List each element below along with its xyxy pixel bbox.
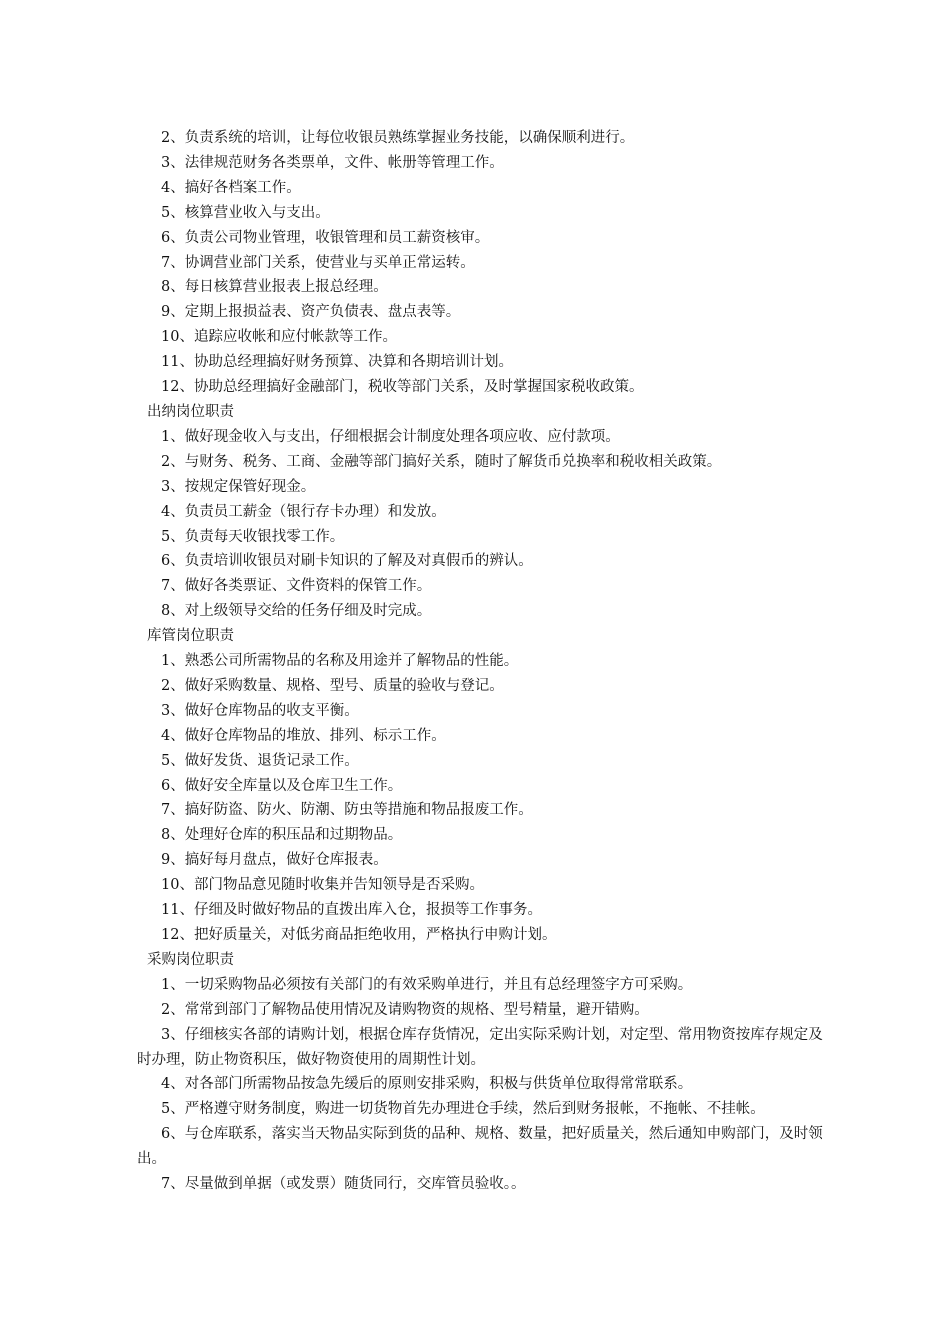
section-heading-cashier: 出纳岗位职责: [147, 403, 234, 420]
list-item: 6、做好安全库量以及仓库卫生工作。: [161, 777, 403, 794]
document-body: [137, 126, 827, 1197]
list-item: 5、负责每天收银找零工作。: [161, 528, 345, 545]
list-item: 2、与财务、税务、工商、金融等部门搞好关系，随时了解货币兑换率和税收相关政策。: [161, 453, 722, 470]
list-item: 6、负责培训收银员对刷卡知识的了解及对真假币的辨认。: [161, 553, 533, 570]
list-item: 5、做好发货、退货记录工作。: [161, 752, 359, 769]
list-item: 12、把好质量关，对低劣商品拒绝收用，严格执行申购计划。: [161, 927, 557, 943]
section-heading-warehouse: 库管岗位职责: [147, 628, 234, 645]
list-item: 8、每日核算营业报表上报总经理。: [161, 279, 388, 296]
list-item: 7、搞好防盗、防火、防潮、防虫等措施和物品报废工作。: [161, 802, 533, 819]
list-item: 4、搞好各档案工作。: [161, 179, 301, 196]
list-item: 8、对上级领导交给的任务仔细及时完成。: [161, 603, 432, 620]
list-item: 1、一切采购物品必须按有关部门的有效采购单进行，并且有总经理签字方可采购。: [161, 976, 693, 993]
list-item: 1、熟悉公司所需物品的名称及用途并了解物品的性能。: [161, 653, 519, 670]
list-item: 6、负责公司物业管理，收银管理和员工薪资核审。: [161, 229, 490, 246]
list-item: 4、对各部门所需物品按急先缓后的原则安排采购，积极与供货单位取得常常联系。: [161, 1076, 693, 1093]
list-item: 11、仔细及时做好物品的直拨出库入仓，报损等工作事务。: [161, 902, 542, 919]
list-item: 7、协调营业部门关系，使营业与买单正常运转。: [161, 254, 475, 271]
list-item: 7、做好各类票证、文件资料的保管工作。: [161, 578, 432, 595]
list-item: 9、定期上报损益表、资产负债表、盘点表等。: [161, 304, 461, 321]
list-item: 3、仔细核实各部的请购计划，根据仓库存货情况，定出实际采购计划，对定型、常用物资按库存规定及时办理，防止物资积压，做好物资使用的周期性计划。: [137, 1026, 823, 1068]
list-item: 10、追踪应收帐和应付帐款等工作。: [161, 329, 397, 346]
list-item: 3、按规定保管好现金。: [161, 478, 316, 495]
list-item: 2、负责系统的培训，让每位收银员熟练掌握业务技能，以确保顺利进行。: [161, 130, 635, 146]
list-item: 7、尽量做到单据（或发票）随货同行，交库管员验收。。: [161, 1176, 526, 1193]
list-item: 4、负责员工薪金（银行存卡办理）和发放。: [161, 503, 446, 520]
list-item: 10、部门物品意见随时收集并告知领导是否采购。: [161, 877, 484, 894]
list-item: 11、协助总经理搞好财务预算、决算和各期培训计划。: [161, 354, 513, 371]
list-item: 1、做好现金收入与支出，仔细根据会计制度处理各项应收、应付款项。: [161, 428, 620, 445]
list-item: 3、做好仓库物品的收支平衡。: [161, 702, 359, 719]
section-heading-purchasing: 采购岗位职责: [147, 951, 234, 968]
list-item: 5、严格遵守财务制度，购进一切货物首先办理进仓手续，然后到财务报帐，不拖帐、不挂帐。: [161, 1101, 765, 1118]
list-item: 9、搞好每月盘点，做好仓库报表。: [161, 852, 388, 869]
list-item: 2、常常到部门了解物品使用情况及请购物资的规格、型号精量，避开错购。: [161, 1001, 649, 1018]
list-item: 6、与仓库联系，落实当天物品实际到货的品种、规格、数量，把好质量关，然后通知申购部门，及时领出。: [137, 1126, 823, 1168]
list-item: 3、法律规范财务各类票单，文件、帐册等管理工作。: [161, 154, 504, 171]
list-item: 8、处理好仓库的积压品和过期物品。: [161, 827, 403, 844]
list-item: 12、协助总经理搞好金融部门，税收等部门关系，及时掌握国家税收政策。: [161, 379, 644, 396]
list-item: 5、核算营业收入与支出。: [161, 204, 330, 221]
list-item: 2、做好采购数量、规格、型号、质量的验收与登记。: [161, 677, 504, 694]
list-item: 4、做好仓库物品的堆放、排列、标示工作。: [161, 727, 446, 744]
